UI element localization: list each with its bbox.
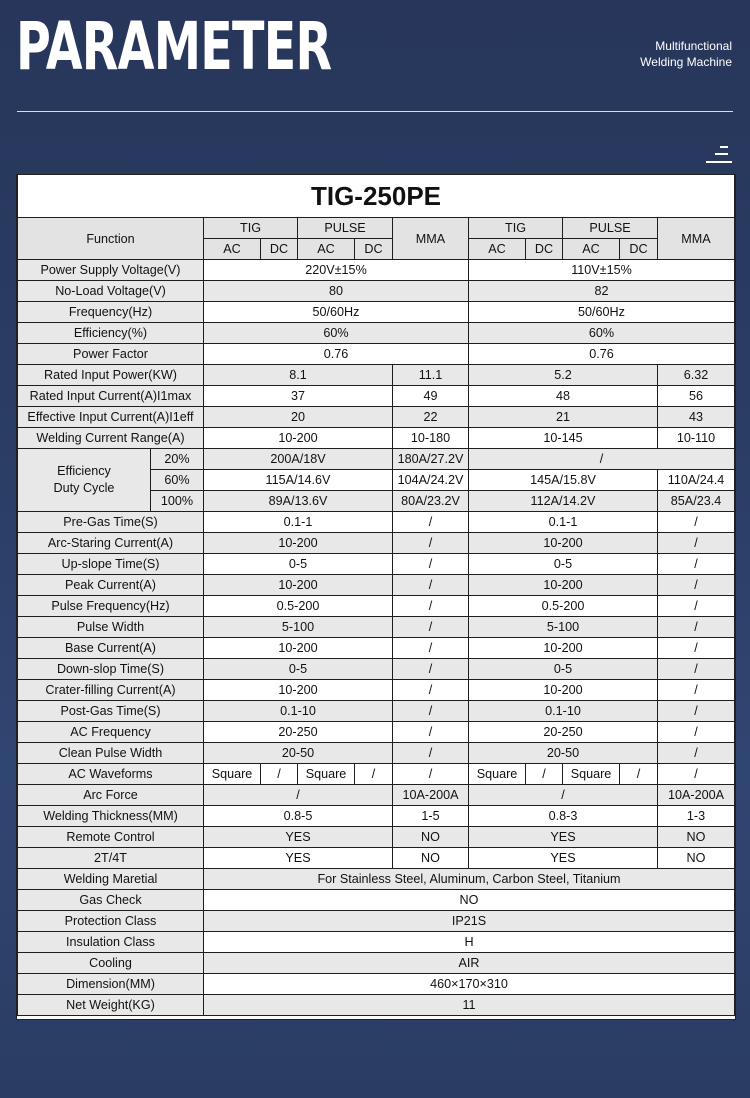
row-rated-input-power <box>18 365 735 386</box>
row-power-supply-voltage <box>18 260 735 281</box>
row-label: Welding Maretial <box>18 869 204 890</box>
value-tig-220: 0-5 <box>204 659 393 680</box>
duty-cycle-label-line-2: Duty Cycle <box>53 481 115 495</box>
value-mma-220: 22 <box>393 407 469 428</box>
duty-pct: 100% <box>151 491 204 512</box>
row-arc-force <box>18 785 735 806</box>
row-label: Rated Input Current(A)I1max <box>18 386 204 407</box>
value-tig-220: YES <box>204 827 393 848</box>
value-pulse-dc-220: / <box>355 764 393 785</box>
value-mma-220: / <box>393 638 469 659</box>
row-label: 2T/4T <box>18 848 204 869</box>
row-clean-pulse-width <box>18 743 735 764</box>
subtitle-line-2: Welding Machine <box>640 55 732 69</box>
row-label: Effective Input Current(A)I1eff <box>18 407 204 428</box>
value-all: NO <box>204 890 735 911</box>
value-pulse-ac-220: Square <box>298 764 355 785</box>
row-label: Efficiency(%) <box>18 323 204 344</box>
value-tig-220: / <box>204 785 393 806</box>
row-welding-thickness <box>18 806 735 827</box>
header-pulse-dc-220: DC <box>355 239 393 260</box>
header-tig-dc-110: DC <box>526 239 563 260</box>
value-tig-110: 10-200 <box>469 575 658 596</box>
value-tig-220: 0.5-200 <box>204 596 393 617</box>
row-power-factor <box>18 344 735 365</box>
value-tig-110: 0-5 <box>469 659 658 680</box>
header-tig-ac-220: AC <box>204 239 261 260</box>
value-tig-110: 10-200 <box>469 638 658 659</box>
value-mma-110: / <box>658 512 735 533</box>
value-tig-220: 115A/14.6V <box>204 470 393 491</box>
value-tig-110: YES <box>469 848 658 869</box>
row-2t-4t <box>18 848 735 869</box>
row-label: Clean Pulse Width <box>18 743 204 764</box>
value-tig-110: / <box>469 785 658 806</box>
row-label: Arc Force <box>18 785 204 806</box>
value-220: 220V±15% <box>204 260 469 281</box>
row-effective-input-current <box>18 407 735 428</box>
row-crater-filling-current <box>18 680 735 701</box>
row-duty-cycle-20 <box>18 449 735 470</box>
value-tig-220: 37 <box>204 386 393 407</box>
header-pulse-220: PULSE <box>298 218 393 239</box>
value-tig-110: 145A/15.8V <box>469 470 658 491</box>
row-pulse-width <box>18 617 735 638</box>
value-mma-220: / <box>393 596 469 617</box>
value-mma-110: 43 <box>658 407 735 428</box>
row-efficiency <box>18 323 735 344</box>
duty-cycle-label-line-1: Efficiency <box>57 464 111 478</box>
value-mma-220: 80A/23.2V <box>393 491 469 512</box>
row-protection-class <box>18 911 735 932</box>
value-tig-110: 0.1-1 <box>469 512 658 533</box>
header-divider <box>17 111 733 112</box>
value-mma-110: / <box>658 764 735 785</box>
value-110: 50/60Hz <box>469 302 735 323</box>
value-mma-110: / <box>658 638 735 659</box>
duty-pct: 60% <box>151 470 204 491</box>
value-mma-110: / <box>658 554 735 575</box>
value-mma-110: / <box>658 722 735 743</box>
row-base-current <box>18 638 735 659</box>
value-mma-110: NO <box>658 848 735 869</box>
header-tig-110: TIG <box>469 218 563 239</box>
value-mma-220: NO <box>393 827 469 848</box>
row-up-slope-time <box>18 554 735 575</box>
value-tig-dc-220: / <box>261 764 298 785</box>
row-arc-starting-current <box>18 533 735 554</box>
value-all: 11 <box>204 995 735 1016</box>
row-label: Pulse Frequency(Hz) <box>18 596 204 617</box>
value-mma-110: 110A/24.4 <box>658 470 735 491</box>
row-label: Post-Gas Time(S) <box>18 701 204 722</box>
row-ac-frequency <box>18 722 735 743</box>
value-all: H <box>204 932 735 953</box>
header-function: Function <box>18 218 204 260</box>
value-tig-220: 20-50 <box>204 743 393 764</box>
value-mma-220: 180A/27.2V <box>393 449 469 470</box>
value-mma-110: 56 <box>658 386 735 407</box>
value-mma-220: 10-180 <box>393 428 469 449</box>
row-frequency <box>18 302 735 323</box>
row-rated-input-current <box>18 386 735 407</box>
value-mma-110: 6.32 <box>658 365 735 386</box>
value-220: 0.76 <box>204 344 469 365</box>
row-dimension <box>18 974 735 995</box>
row-label: Welding Current Range(A) <box>18 428 204 449</box>
row-label: Frequency(Hz) <box>18 302 204 323</box>
value-tig-110: 10-145 <box>469 428 658 449</box>
value-220: 60% <box>204 323 469 344</box>
value-mma-220: 104A/24.2V <box>393 470 469 491</box>
value-tig-110: 112A/14.2V <box>469 491 658 512</box>
header-tig-220: TIG <box>204 218 298 239</box>
value-tig-220: 10-200 <box>204 680 393 701</box>
duty-pct: 20% <box>151 449 204 470</box>
value-tig-110: 0-5 <box>469 554 658 575</box>
value-all: IP21S <box>204 911 735 932</box>
value-mma-220: 10A-200A <box>393 785 469 806</box>
value-110: 60% <box>469 323 735 344</box>
value-mma-110: NO <box>658 827 735 848</box>
value-tig-220: 0.1-10 <box>204 701 393 722</box>
value-mma-220: / <box>393 743 469 764</box>
row-label: No-Load Voltage(V) <box>18 281 204 302</box>
value-mma-220: / <box>393 575 469 596</box>
row-label: Power Factor <box>18 344 204 365</box>
value-220: 80 <box>204 281 469 302</box>
value-110: / <box>469 449 735 470</box>
row-pre-gas-time <box>18 512 735 533</box>
value-mma-110: / <box>658 743 735 764</box>
value-mma-110: / <box>658 596 735 617</box>
value-tig-220: 20 <box>204 407 393 428</box>
row-label: Crater-filling Current(A) <box>18 680 204 701</box>
value-tig-220: 0.8-5 <box>204 806 393 827</box>
row-label: Arc-Staring Current(A) <box>18 533 204 554</box>
value-tig-110: 10-200 <box>469 533 658 554</box>
duty-cycle-label <box>18 449 151 512</box>
row-welding-material <box>18 869 735 890</box>
row-peak-current <box>18 575 735 596</box>
value-mma-110: / <box>658 680 735 701</box>
menu-lines-icon[interactable] <box>706 146 732 164</box>
value-tig-220: 0.1-1 <box>204 512 393 533</box>
header-mma-110: MMA <box>658 218 735 260</box>
header-pulse-ac-220: AC <box>298 239 355 260</box>
value-pulse-ac-110: Square <box>563 764 620 785</box>
value-all: For Stainless Steel, Aluminum, Carbon Steel, Titanium <box>204 869 735 890</box>
value-tig-110: 10-200 <box>469 680 658 701</box>
row-no-load-voltage <box>18 281 735 302</box>
value-tig-220: 5-100 <box>204 617 393 638</box>
value-tig-ac-220: Square <box>204 764 261 785</box>
row-remote-control <box>18 827 735 848</box>
value-mma-220: / <box>393 764 469 785</box>
header-tig-ac-110: AC <box>469 239 526 260</box>
value-mma-110: / <box>658 533 735 554</box>
value-tig-dc-110: / <box>526 764 563 785</box>
value-mma-220: / <box>393 680 469 701</box>
value-mma-220: / <box>393 659 469 680</box>
row-label: AC Waveforms <box>18 764 204 785</box>
value-tig-220: 20-250 <box>204 722 393 743</box>
value-mma-220: NO <box>393 848 469 869</box>
row-welding-current-range <box>18 428 735 449</box>
row-pulse-frequency <box>18 596 735 617</box>
row-label: Pulse Width <box>18 617 204 638</box>
parameter-table <box>17 175 735 1016</box>
value-110: 0.76 <box>469 344 735 365</box>
header-pulse-110: PULSE <box>563 218 658 239</box>
value-tig-220: 10-200 <box>204 533 393 554</box>
value-mma-110: 10-110 <box>658 428 735 449</box>
value-tig-110: 48 <box>469 386 658 407</box>
value-mma-110: / <box>658 617 735 638</box>
value-tig-110: 20-250 <box>469 722 658 743</box>
row-label: Cooling <box>18 953 204 974</box>
value-tig-110: 0.1-10 <box>469 701 658 722</box>
value-tig-110: 20-50 <box>469 743 658 764</box>
row-gas-check <box>18 890 735 911</box>
model-name: TIG-250PE <box>18 175 735 218</box>
row-label: Gas Check <box>18 890 204 911</box>
subtitle-line-1: Multifunctional <box>655 39 732 53</box>
value-110: 110V±15% <box>469 260 735 281</box>
value-tig-220: 200A/18V <box>204 449 393 470</box>
row-down-slope-time <box>18 659 735 680</box>
value-tig-110: 0.8-3 <box>469 806 658 827</box>
value-tig-220: 8.1 <box>204 365 393 386</box>
header-tig-dc-220: DC <box>261 239 298 260</box>
value-mma-110: 10A-200A <box>658 785 735 806</box>
row-label: Peak Current(A) <box>18 575 204 596</box>
value-tig-220: 10-200 <box>204 428 393 449</box>
value-tig-220: 10-200 <box>204 575 393 596</box>
row-label: Net Weight(KG) <box>18 995 204 1016</box>
row-label: Welding Thickness(MM) <box>18 806 204 827</box>
value-mma-220: / <box>393 512 469 533</box>
page-title: PARAMETER <box>16 8 332 85</box>
value-mma-110: 1-3 <box>658 806 735 827</box>
row-insulation-class <box>18 932 735 953</box>
value-mma-110: / <box>658 659 735 680</box>
value-tig-110: 5.2 <box>469 365 658 386</box>
value-tig-220: 89A/13.6V <box>204 491 393 512</box>
value-tig-ac-110: Square <box>469 764 526 785</box>
row-label: Down-slop Time(S) <box>18 659 204 680</box>
value-mma-220: 49 <box>393 386 469 407</box>
header-pulse-dc-110: DC <box>620 239 658 260</box>
value-tig-220: 10-200 <box>204 638 393 659</box>
row-label: Dimension(MM) <box>18 974 204 995</box>
row-label: Protection Class <box>18 911 204 932</box>
value-tig-110: 21 <box>469 407 658 428</box>
value-all: AIR <box>204 953 735 974</box>
value-mma-220: / <box>393 701 469 722</box>
value-pulse-dc-110: / <box>620 764 658 785</box>
row-label: Remote Control <box>18 827 204 848</box>
header-pulse-ac-110: AC <box>563 239 620 260</box>
value-tig-220: 0-5 <box>204 554 393 575</box>
value-mma-110: 85A/23.4 <box>658 491 735 512</box>
value-tig-220: YES <box>204 848 393 869</box>
row-post-gas-time <box>18 701 735 722</box>
parameter-sheet <box>16 174 736 1020</box>
value-all: 460×170×310 <box>204 974 735 995</box>
row-label: Base Current(A) <box>18 638 204 659</box>
row-label: Power Supply Voltage(V) <box>18 260 204 281</box>
header-mma-220: MMA <box>393 218 469 260</box>
value-mma-220: / <box>393 533 469 554</box>
row-label: Pre-Gas Time(S) <box>18 512 204 533</box>
value-mma-220: / <box>393 617 469 638</box>
row-label: Insulation Class <box>18 932 204 953</box>
value-mma-110: / <box>658 701 735 722</box>
value-mma-110: / <box>658 575 735 596</box>
row-ac-waveforms <box>18 764 735 785</box>
row-net-weight <box>18 995 735 1016</box>
value-tig-110: YES <box>469 827 658 848</box>
row-label: Rated Input Power(KW) <box>18 365 204 386</box>
value-mma-220: / <box>393 554 469 575</box>
value-110: 82 <box>469 281 735 302</box>
row-cooling <box>18 953 735 974</box>
row-label: Up-slope Time(S) <box>18 554 204 575</box>
value-mma-220: 11.1 <box>393 365 469 386</box>
value-tig-110: 0.5-200 <box>469 596 658 617</box>
product-subtitle <box>640 38 732 70</box>
value-tig-110: 5-100 <box>469 617 658 638</box>
row-label: AC Frequency <box>18 722 204 743</box>
value-mma-220: / <box>393 722 469 743</box>
value-220: 50/60Hz <box>204 302 469 323</box>
value-mma-220: 1-5 <box>393 806 469 827</box>
